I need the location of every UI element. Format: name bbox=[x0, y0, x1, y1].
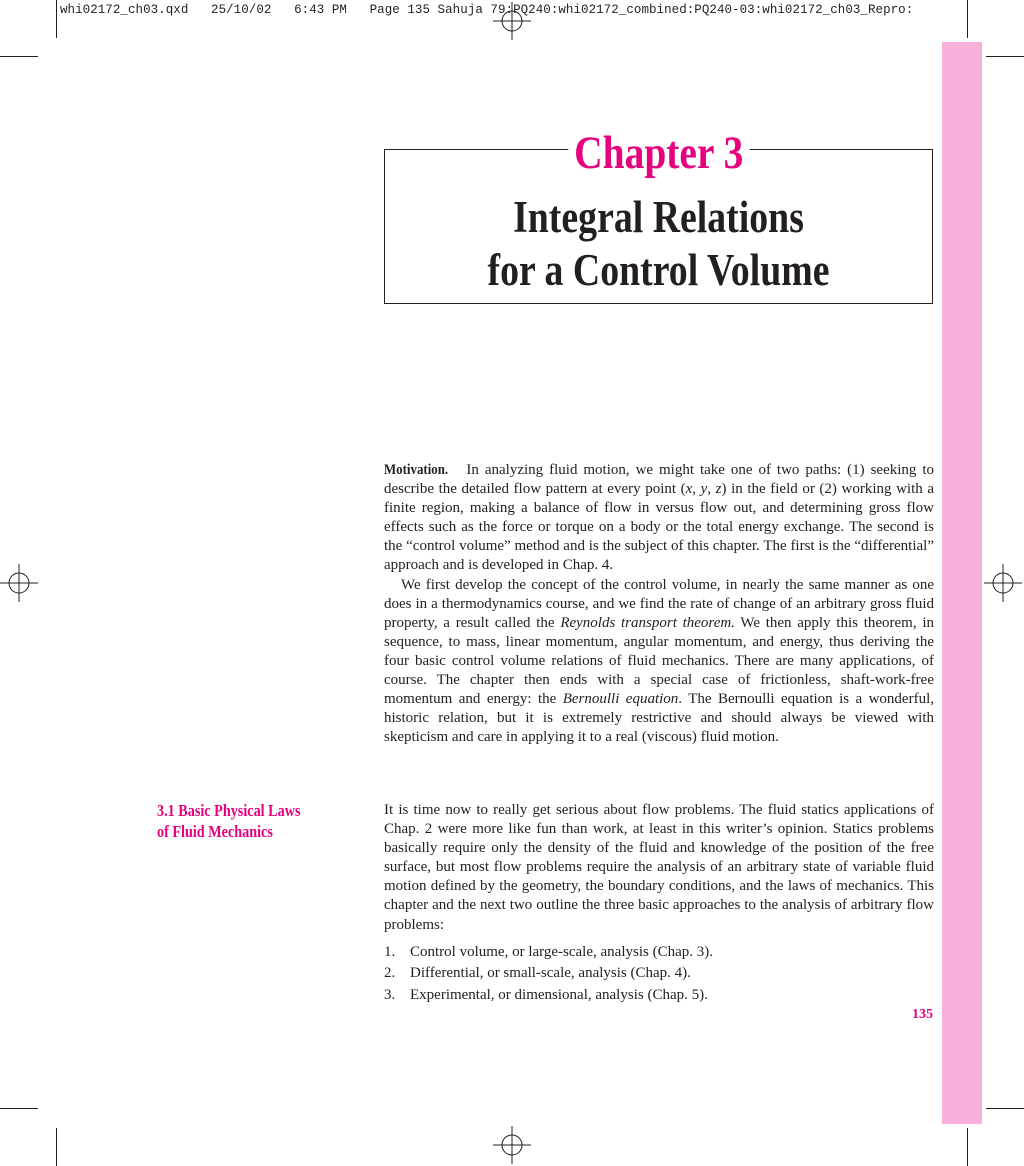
text-run: We then apply this theorem, in sequence, to mass, linear momentum, angular momentum, and energy, thus deriving the four basic control volume relations of fluid mechanics. There are many applications, of course. The chapter then ends with a special case of frictionless, shaft-work-free momentum and energy: the bbox=[384, 614, 934, 708]
motivation-run-in-heading: Motivation. bbox=[384, 462, 449, 478]
print-slug-line: whi02172_ch03.qxd 25/10/02 6:43 PM Page 135 Sahuja 79:PQ240:whi02172_combined:PQ240-03:whi02172_ch03_Repro: bbox=[60, 3, 914, 17]
var-z: z bbox=[715, 481, 722, 498]
text-run: , bbox=[692, 481, 701, 498]
thumb-tab-bar bbox=[942, 42, 982, 1124]
text-run: In analyzing fluid motion, we might take one of two paths: (1) seeking to describe the detailed flow pattern at every point ( bbox=[384, 462, 935, 498]
list-item-text: Experimental, or dimensional, analysis (Chap. 5). bbox=[410, 986, 708, 1003]
var-y: y bbox=[700, 481, 708, 498]
chapter-title-box bbox=[384, 127, 933, 304]
section-heading-line-1: 3.1 Basic Physical Laws bbox=[157, 801, 301, 820]
registration-mark-top bbox=[493, 2, 531, 40]
section-body bbox=[384, 801, 934, 1007]
text-run: , bbox=[707, 481, 716, 498]
registration-mark-left bbox=[0, 564, 38, 602]
list-item-number: 2. bbox=[384, 965, 396, 982]
crop-mark bbox=[0, 1108, 38, 1109]
crop-mark bbox=[56, 0, 57, 38]
section-heading-line-2: of Fluid Mechanics bbox=[157, 822, 273, 841]
section-paragraph: It is time now to really get serious about flow problems. The fluid statics applications of Chap. 2 were more like fun than work, at least in this writer’s opinion. Statics problems basically require only the density of the fluid and knowledge of the position of the free surface, but most flow problems require the analysis of an arbitrary state of variable fluid motion defined by the geometry, the boundary conditions, and the laws of mechanics. This chapter and the next two outline the three basic approaches to the analysis of arbitrary flow problems: bbox=[384, 802, 934, 933]
crop-mark bbox=[967, 0, 968, 38]
list-item-text: Differential, or small-scale, analysis (Chap. 4). bbox=[410, 965, 691, 982]
motivation-paragraph-1 bbox=[384, 461, 934, 576]
motivation-paragraph-2 bbox=[384, 576, 934, 748]
approach-list bbox=[384, 943, 934, 1005]
crop-mark bbox=[56, 1128, 57, 1166]
chapter-label-wrap bbox=[385, 128, 932, 178]
list-item-number: 1. bbox=[384, 943, 396, 960]
crop-mark bbox=[967, 1128, 968, 1166]
registration-mark-bottom bbox=[493, 1126, 531, 1164]
text-run: We first develop the concept of the control volume, in nearly the same manner as one does in a thermodynamics course, and we find the rate of change of an arbitrary gross fluid property, a result called the bbox=[384, 576, 934, 631]
crop-mark bbox=[986, 56, 1024, 57]
text-run: . The Bernoulli equation is a wonderful, historic relation, but it is extremely restrictive and should always be viewed with skepticism and care in applying it to a real (viscous) fluid motion. bbox=[384, 691, 934, 746]
chapter-title-line-2: for a Control Volume bbox=[487, 245, 830, 295]
motivation-section bbox=[384, 461, 934, 747]
section-heading bbox=[157, 800, 300, 842]
crop-mark bbox=[0, 56, 38, 57]
crop-mark bbox=[986, 1108, 1024, 1109]
term-reynolds-transport-theorem: Reynolds transport theorem. bbox=[560, 614, 735, 631]
list-item-text: Control volume, or large-scale, analysis (Chap. 3). bbox=[410, 943, 713, 960]
chapter-title-line-1: Integral Relations bbox=[513, 192, 804, 242]
page-number: 135 bbox=[912, 1007, 933, 1022]
list-item-number: 3. bbox=[384, 986, 396, 1003]
chapter-label: Chapter 3 bbox=[568, 128, 749, 178]
text-run: ) in the field or (2) working with a finite region, making a balance of flow in versus flow out, and determining gross flow effects such as the force or torque on a body or the total energy exchange. The second is the “control volume” method and is the subject of this chapter. The first is the “differential” approach and is developed in Chap. 4. bbox=[384, 481, 935, 574]
term-bernoulli-equation: Bernoulli equation bbox=[562, 691, 679, 708]
list-item bbox=[384, 964, 934, 983]
list-item bbox=[384, 943, 934, 962]
var-x: x bbox=[685, 481, 693, 498]
registration-mark-right bbox=[984, 564, 1022, 602]
list-item bbox=[384, 986, 934, 1005]
